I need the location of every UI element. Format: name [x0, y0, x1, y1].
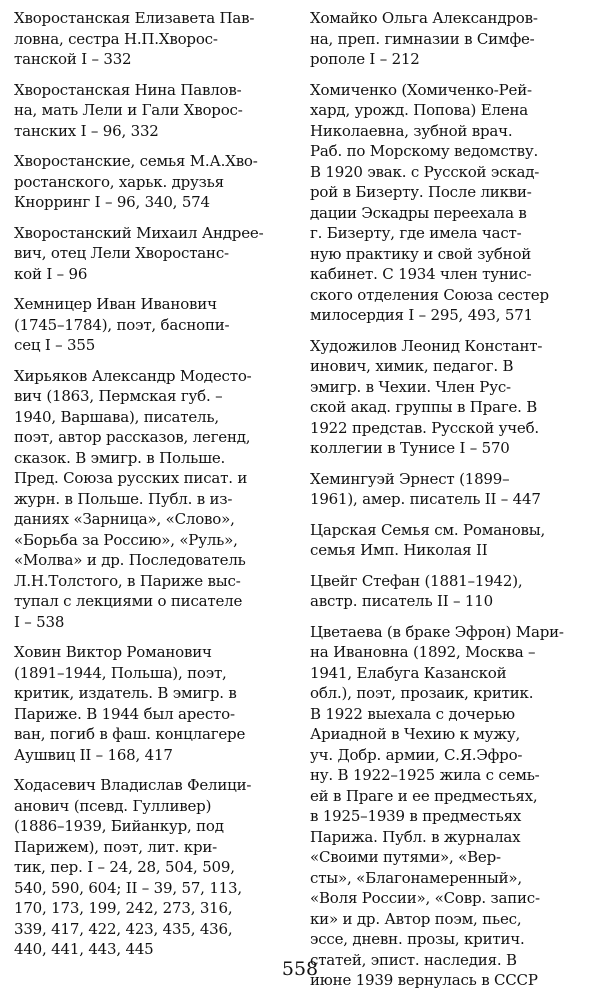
entry-line: I – 538	[14, 612, 65, 631]
index-entry	[14, 294, 296, 356]
entry-line: Царская Семья см. Романовы,	[310, 520, 546, 539]
entry-line: танских I – 96, 332	[14, 121, 159, 140]
entry-line: Хемингуэй Эрнест (1899–	[310, 469, 510, 488]
entry-line: ростанского, харьк. друзья	[14, 172, 224, 191]
entry-line: ской акад. группы в Праге. В	[310, 398, 538, 416]
index-entry	[310, 520, 592, 561]
entry-line: рополе I – 212	[310, 50, 420, 68]
entry-line: «Молва» и др. Последователь	[14, 551, 246, 569]
entry-line: обл.), поэт, прозаик, критик.	[310, 684, 534, 702]
index-entry	[14, 8, 296, 70]
entry-line: тупал с лекциями о писателе	[14, 592, 243, 610]
entry-line: сец I – 355	[14, 336, 96, 354]
entry-line: в 1925–1939 в предместьях	[310, 807, 522, 825]
entry-line: журн. в Польше. Публ. в из-	[14, 489, 233, 508]
index-entry	[14, 642, 296, 765]
entry-line: Хворостанская Нина Павлов-	[14, 80, 242, 99]
index-entry	[310, 8, 592, 70]
entry-line: Кнорринг I – 96, 340, 574	[14, 193, 210, 211]
entry-line: Ходасевич Владислав Фелици-	[14, 776, 252, 794]
entry-line: эмигр. в Чехии. Член Рус-	[310, 377, 511, 396]
entry-line: «Борьба за Россию», «Руль»,	[14, 530, 238, 549]
entry-line: Хворостанский Михаил Андрее-	[14, 223, 264, 242]
entry-line: Ховин Виктор Романович	[14, 643, 212, 661]
index-entry	[14, 366, 296, 633]
entry-line: анович (псевд. Гулливер)	[14, 796, 212, 815]
entry-line: 440, 441, 443, 445	[14, 940, 154, 958]
entry-line: рой в Бизерту. После ликви-	[310, 183, 532, 201]
entry-line: Николаевна, зубной врач.	[310, 121, 513, 140]
entry-line: В 1922 выехала с дочерью	[310, 704, 515, 723]
index-entry	[14, 775, 296, 960]
entry-line: Раб. по Морскому ведомству.	[310, 142, 539, 160]
entry-line: на, мать Лели и Гали Хворос-	[14, 101, 243, 119]
entry-line: Хемницер Иван Иванович	[14, 295, 217, 313]
index-entry	[310, 469, 592, 510]
page-number: 558	[281, 958, 319, 980]
entry-line: Хомайко Ольга Александров-	[310, 9, 538, 27]
entry-line: тик, пер. I – 24, 28, 504, 509,	[14, 858, 235, 876]
entry-line: австр. писатель II – 110	[310, 592, 493, 610]
entry-line: (1886–1939, Бийанкур, под	[14, 817, 224, 835]
entry-line: 170, 173, 199, 242, 273, 316,	[14, 899, 233, 917]
entry-line: статей, эпист. наследия. В	[310, 950, 517, 969]
entry-line: Париже. В 1944 был аресто-	[14, 704, 235, 723]
entry-line: Цветаева (в браке Эфрон) Мари-	[310, 622, 564, 641]
index-entry	[310, 80, 592, 326]
entry-line: Парижа. Публ. в журналах	[310, 827, 521, 846]
entry-line: ского отделения Союза сестер	[310, 285, 549, 304]
entry-line: критик, издатель. В эмигр. в	[14, 684, 237, 702]
entry-line: эссе, дневн. прозы, критич.	[310, 930, 525, 948]
index-entry	[310, 622, 592, 991]
entry-line: сказок. В эмигр. в Польше.	[14, 448, 226, 467]
entry-line: 540, 590, 604; II – 39, 57, 113,	[14, 878, 242, 897]
entry-line: на Ивановна (1892, Москва –	[310, 643, 536, 661]
entry-line: кабинет. С 1934 член тунис-	[310, 265, 532, 283]
entry-line: уч. Добр. армии, С.Я.Эфро-	[310, 745, 523, 764]
entry-line: (1891–1944, Польша), поэт,	[14, 663, 227, 682]
entry-line: вич (1863, Пермская губ. –	[14, 387, 223, 405]
entry-line: 1961), амер. писатель II – 447	[310, 490, 541, 508]
entry-line: вич, отец Лели Хворостанс-	[14, 244, 229, 262]
entry-line: 1940, Варшава), писатель,	[14, 407, 219, 426]
entry-line: коллегии в Тунисе I – 570	[310, 439, 510, 457]
entry-line: Хирьяков Александр Модесто-	[14, 366, 252, 385]
entry-line: Цвейг Стефан (1881–1942),	[310, 571, 523, 590]
left-column	[14, 8, 296, 970]
index-entry	[310, 571, 592, 612]
entry-line: кой I – 96	[14, 264, 88, 283]
entry-line: Л.Н.Толстого, в Париже выс-	[14, 571, 241, 590]
entry-line: 1922 представ. Русской учеб.	[310, 418, 539, 437]
entry-line: даниях «Зарница», «Слово»,	[14, 510, 235, 528]
entry-line: сты», «Благонамеренный»,	[310, 868, 522, 887]
index-entry	[14, 80, 296, 142]
entry-line: 339, 417, 422, 423, 435, 436,	[14, 919, 233, 938]
entry-line: ную практику и свой зубной	[310, 244, 532, 263]
entry-line: Художилов Леонид Констант-	[310, 336, 543, 355]
entry-line: на, преп. гимназии в Симфе-	[310, 29, 535, 48]
entry-line: ловна, сестра Н.П.Хворос-	[14, 29, 218, 48]
entry-line: дации Эскадры переехала в	[310, 203, 527, 222]
entry-line: поэт, автор рассказов, легенд,	[14, 428, 251, 446]
entry-line: «Своими путями», «Вер-	[310, 848, 501, 866]
entry-line: хард, урожд. Попова) Елена	[310, 101, 529, 119]
entry-line: Хомиченко (Хомиченко-Рей-	[310, 80, 532, 99]
entry-line: В 1920 эвак. с Русской эскад-	[310, 162, 540, 181]
entry-line: ки» и др. Автор поэм, пьес,	[310, 909, 522, 928]
entry-line: Аушвиц II – 168, 417	[14, 745, 173, 764]
entry-line: 1941, Елабуга Казанской	[310, 663, 507, 682]
entry-line: семья Имп. Николая II	[310, 541, 488, 559]
entry-line: Хворостанская Елизавета Пав-	[14, 9, 255, 27]
entry-line: июне 1939 вернулась в СССР	[310, 971, 538, 989]
index-entry	[14, 151, 296, 213]
entry-line: Пред. Союза русских писат. и	[14, 469, 248, 487]
index-entry	[14, 223, 296, 285]
entry-line: инович, химик, педагог. В	[310, 357, 514, 375]
entry-line: милосердия I – 295, 493, 571	[310, 306, 533, 324]
entry-line: г. Бизерту, где имела част-	[310, 224, 522, 242]
right-column	[310, 8, 592, 1001]
entry-line: Хворостанские, семья М.А.Хво-	[14, 152, 258, 170]
entry-line: (1745–1784), поэт, баснопи-	[14, 315, 230, 334]
entry-line: ну. В 1922–1925 жила с семь-	[310, 766, 540, 784]
entry-line: «Воля России», «Совр. запис-	[310, 889, 540, 907]
entry-line: ей в Праге и ее предместьях,	[310, 786, 538, 805]
entry-line: танской I – 332	[14, 50, 132, 68]
entry-line: ван, погиб в фаш. концлагере	[14, 725, 246, 743]
index-entry	[310, 336, 592, 459]
entry-line: Ариадной в Чехию к мужу,	[310, 725, 521, 743]
entry-line: Парижем), поэт, лит. кри-	[14, 837, 218, 856]
